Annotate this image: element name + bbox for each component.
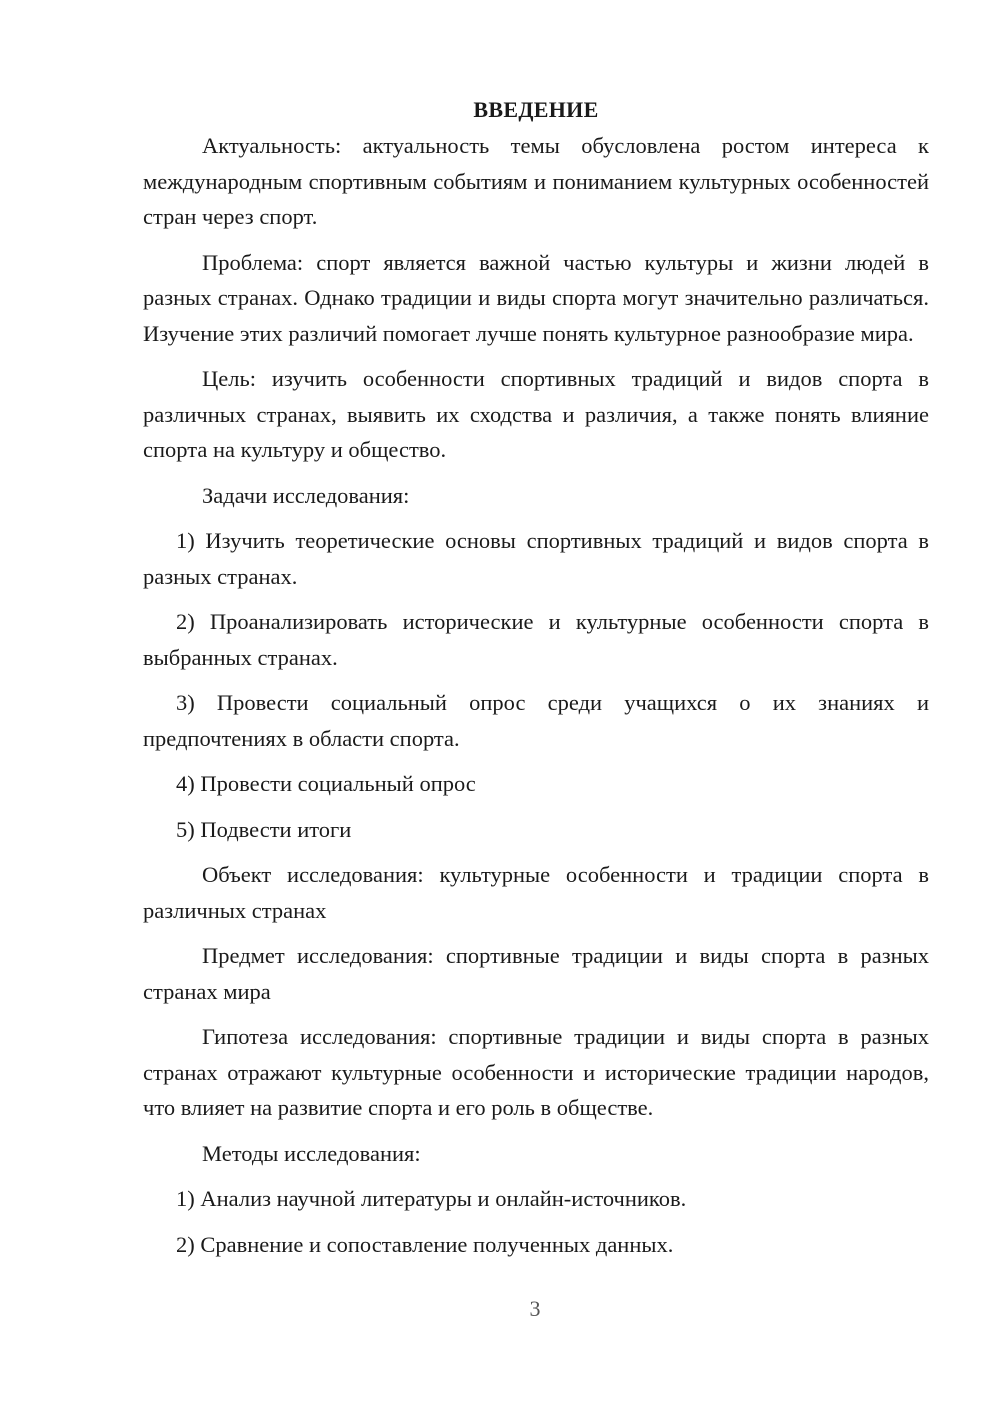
- hypothesis-paragraph: Гипотеза исследования: спортивные традиции и виды спорта в разных странах отражают культурные особенности и исторические традиции народов, что влияет на развитие спорта и его роль в обществе.: [143, 1024, 929, 1120]
- methods-heading: Методы исследования:: [202, 1140, 421, 1166]
- page-number: 3: [529, 1296, 541, 1321]
- method-item-1: 1) Анализ научной литературы и онлайн-источников.: [176, 1186, 687, 1211]
- method-item-2: 2) Сравнение и сопоставление полученных данных.: [176, 1231, 674, 1257]
- relevance-paragraph: Актуальность: актуальность темы обусловлена ростом интереса к международным спортивным событиям и пониманием культурных особенностей стран через спорт.: [143, 133, 929, 229]
- task-item-3: 3) Провести социальный опрос среди учащихся о их знаниях и предпочтениях в области спорта.: [143, 690, 929, 751]
- goal-paragraph: Цель: изучить особенности спортивных традиций и видов спорта в различных странах, выявить их сходства и различия, а также понять влияние спорта на культуру и общество.: [143, 366, 929, 462]
- problem-paragraph: Проблема: спорт является важной частью культуры и жизни людей в разных странах. Однако традиции и виды спорта могут значительно различаться. Изучение этих различий помогает лучше понять культурное разнообразие мира.: [143, 249, 929, 346]
- document-page: [143, 92, 929, 1262]
- page-title: ВВЕДЕНИЕ: [473, 97, 599, 122]
- task-item-4: 4) Провести социальный опрос: [176, 771, 476, 796]
- task-item-1: 1) Изучить теоретические основы спортивных традиций и видов спорта в разных странах.: [143, 528, 929, 589]
- task-item-5: 5) Подвести итоги: [176, 816, 352, 842]
- object-paragraph: Объект исследования: культурные особенности и традиции спорта в различных странах: [143, 862, 929, 923]
- task-item-2: 2) Проанализировать исторические и культурные особенности спорта в выбранных странах.: [143, 609, 929, 670]
- tasks-heading: Задачи исследования:: [202, 482, 410, 508]
- subject-paragraph: Предмет исследования: спортивные традиции и виды спорта в разных странах мира: [143, 943, 929, 1004]
